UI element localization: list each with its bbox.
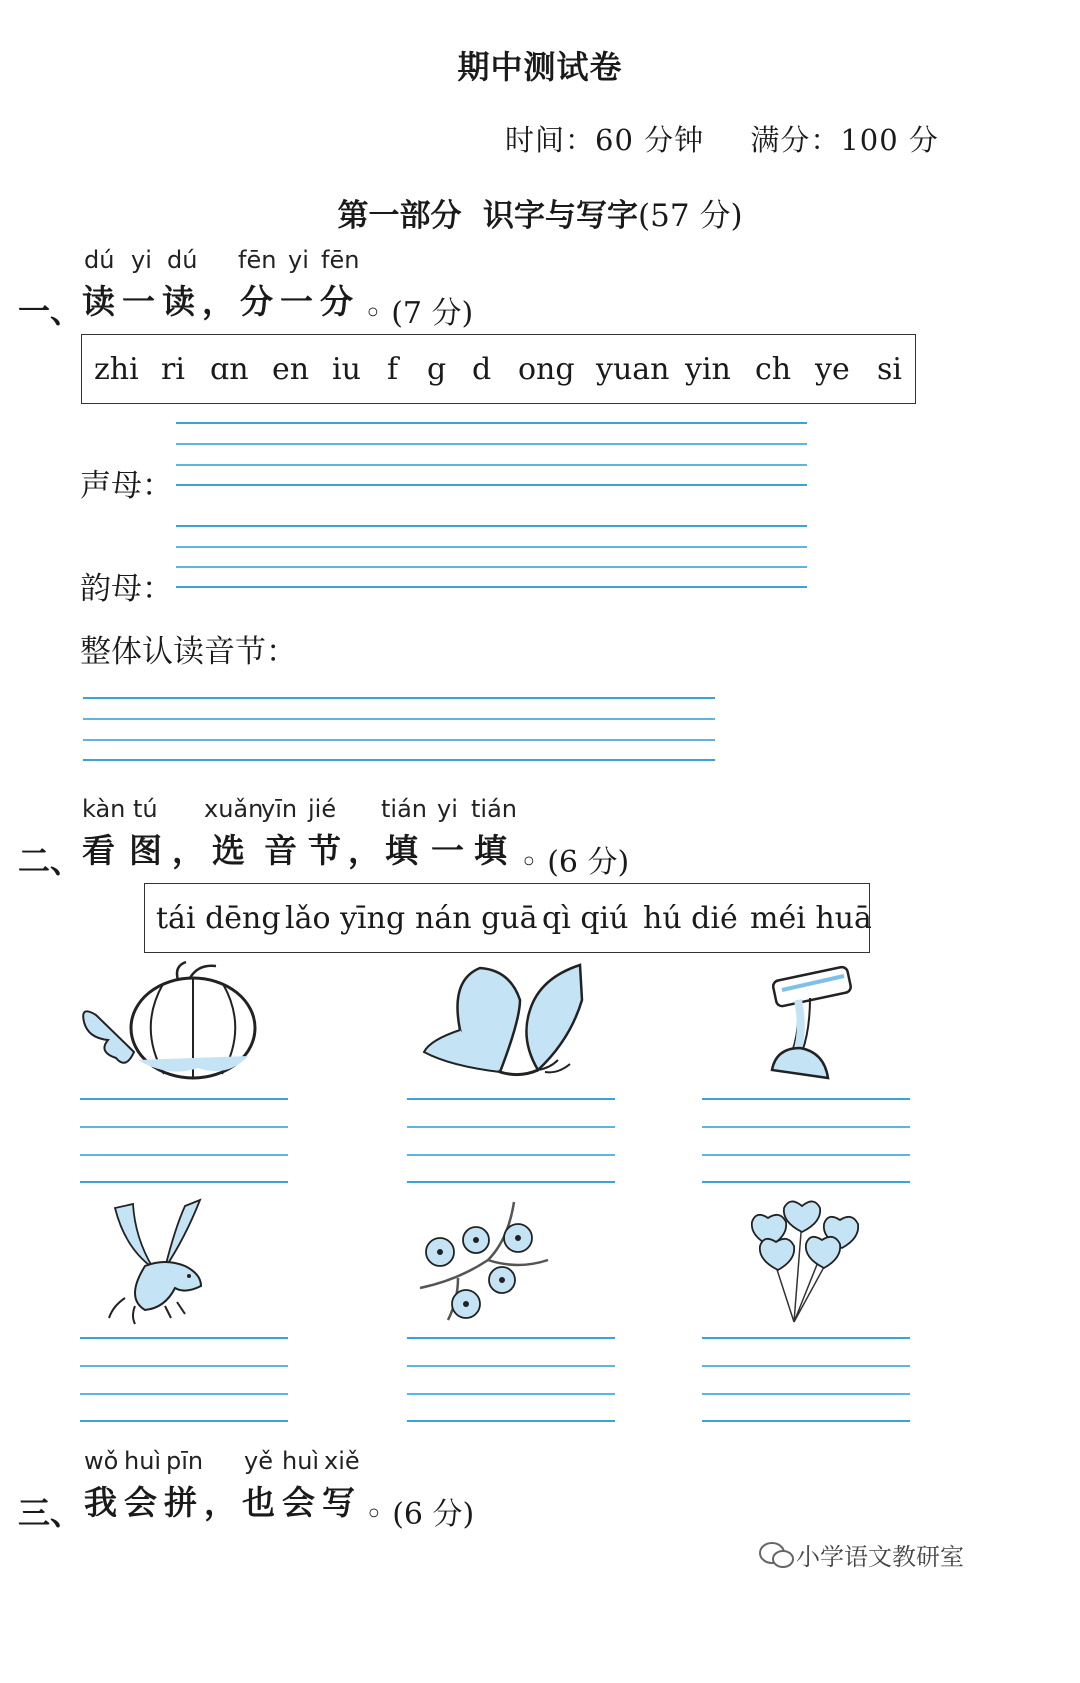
part-title: 识字与写字 bbox=[483, 198, 639, 234]
q1-pinyin-2: yi bbox=[131, 246, 152, 274]
q1-char-5: 分 bbox=[240, 282, 275, 321]
syllable: zhi bbox=[94, 351, 139, 387]
q2-pinyin-1: kàn bbox=[82, 795, 126, 823]
q3-points: ◦ (6 分) bbox=[365, 1497, 475, 1532]
watermark bbox=[758, 1537, 964, 1572]
finals-label: 韵母： bbox=[80, 571, 173, 607]
answer-line[interactable] bbox=[80, 1337, 288, 1339]
syllable-box bbox=[81, 334, 916, 404]
answer-line[interactable] bbox=[407, 1126, 615, 1128]
exam-score: 满分：100 分 bbox=[750, 123, 939, 157]
q2-char-3: ， bbox=[172, 831, 207, 870]
writing-line[interactable] bbox=[176, 566, 807, 568]
answer-line[interactable] bbox=[702, 1154, 910, 1156]
q2-pinyin-2: tú bbox=[133, 795, 158, 823]
answer-line[interactable] bbox=[702, 1126, 910, 1128]
syllable: g bbox=[427, 351, 447, 387]
syllable: ri bbox=[161, 351, 185, 387]
writing-line[interactable] bbox=[176, 443, 807, 445]
writing-line[interactable] bbox=[83, 718, 715, 720]
q3-char-1: 我 bbox=[84, 1483, 119, 1522]
syllable: ch bbox=[755, 351, 792, 387]
q2-char-10: 填 bbox=[474, 831, 509, 870]
part-heading bbox=[0, 190, 1080, 235]
answer-line[interactable] bbox=[80, 1420, 288, 1422]
desk-lamp-icon bbox=[770, 960, 860, 1085]
q3-pinyin-3: pīn bbox=[166, 1447, 204, 1475]
syllable: d bbox=[472, 351, 492, 387]
q2-char-2: 图 bbox=[129, 831, 164, 870]
q1-pinyin-1: dú bbox=[84, 246, 115, 274]
word-option: lǎo yīng bbox=[285, 900, 406, 936]
page-title: 期中测试卷 bbox=[457, 48, 623, 86]
q2-char-9: 一 bbox=[431, 831, 466, 870]
answer-line[interactable] bbox=[80, 1098, 288, 1100]
whole-syllable-label: 整体认读音节： bbox=[80, 634, 297, 670]
writing-line[interactable] bbox=[176, 525, 807, 527]
question-1-number: 一、 bbox=[18, 292, 83, 330]
answer-line[interactable] bbox=[80, 1126, 288, 1128]
q1-pinyin-6: fēn bbox=[321, 246, 360, 274]
writing-line[interactable] bbox=[83, 759, 715, 761]
plum-blossom-icon bbox=[418, 1200, 553, 1328]
butterfly-icon bbox=[420, 960, 590, 1085]
q1-char-2: 一 bbox=[122, 282, 157, 321]
q1-pinyin-4: fēn bbox=[238, 246, 277, 274]
word-option: hú dié bbox=[643, 900, 738, 936]
syllable: yuan bbox=[596, 351, 670, 387]
word-option: méi huā bbox=[750, 900, 872, 936]
q3-char-3: 拼 bbox=[164, 1483, 199, 1522]
word-options-box bbox=[144, 883, 870, 953]
word-option: qì qiú bbox=[542, 900, 629, 936]
word-option: tái dēng bbox=[156, 900, 281, 936]
answer-line[interactable] bbox=[702, 1337, 910, 1339]
question-3-number: 三、 bbox=[18, 1494, 83, 1532]
writing-line[interactable] bbox=[83, 697, 715, 699]
syllable: ong bbox=[518, 351, 575, 387]
question-2-number: 二、 bbox=[18, 842, 83, 880]
q3-pinyin-5: huì bbox=[282, 1447, 320, 1475]
answer-line[interactable] bbox=[407, 1098, 615, 1100]
writing-line[interactable] bbox=[176, 422, 807, 424]
q2-pinyin-4: yīn bbox=[261, 795, 298, 823]
part-label: 第一部分 bbox=[337, 198, 462, 234]
word-option: nán guā bbox=[415, 900, 538, 936]
q1-char-6: 一 bbox=[280, 282, 315, 321]
balloons-icon bbox=[750, 1198, 860, 1328]
q3-char-5: 也 bbox=[242, 1483, 277, 1522]
q2-pinyin-7: yi bbox=[437, 795, 458, 823]
q2-pinyin-8: tián bbox=[471, 795, 517, 823]
syllable: yin bbox=[685, 351, 731, 387]
syllable: f bbox=[387, 351, 399, 387]
q2-char-5: 音 bbox=[264, 831, 299, 870]
q3-pinyin-4: yě bbox=[244, 1447, 273, 1475]
answer-line[interactable] bbox=[702, 1181, 910, 1183]
writing-line[interactable] bbox=[176, 484, 807, 486]
eagle-icon bbox=[105, 1198, 210, 1328]
q3-pinyin-2: huì bbox=[124, 1447, 162, 1475]
syllable: si bbox=[877, 351, 902, 387]
q3-char-4: ， bbox=[204, 1483, 239, 1522]
exam-meta bbox=[505, 118, 975, 159]
part-points: (57 分) bbox=[638, 198, 743, 234]
q2-pinyin-6: tián bbox=[381, 795, 427, 823]
answer-line[interactable] bbox=[407, 1420, 615, 1422]
answer-line[interactable] bbox=[702, 1098, 910, 1100]
q2-char-8: 填 bbox=[385, 831, 420, 870]
wechat-icon bbox=[758, 1540, 796, 1570]
q1-char-1: 读 bbox=[82, 282, 117, 321]
answer-line[interactable] bbox=[407, 1393, 615, 1395]
answer-line[interactable] bbox=[702, 1420, 910, 1422]
q2-char-1: 看 bbox=[82, 831, 117, 870]
q3-pinyin-1: wǒ bbox=[84, 1447, 119, 1475]
answer-line[interactable] bbox=[702, 1365, 910, 1367]
q3-char-6: 会 bbox=[282, 1483, 317, 1522]
q1-char-7: 分 bbox=[320, 282, 355, 321]
writing-line[interactable] bbox=[176, 586, 807, 588]
q1-char-3: 读 bbox=[162, 282, 197, 321]
answer-line[interactable] bbox=[80, 1365, 288, 1367]
initials-label: 声母： bbox=[80, 468, 173, 504]
q3-char-2: 会 bbox=[124, 1483, 159, 1522]
q2-pinyin-5: jié bbox=[308, 795, 337, 823]
q2-char-6: 节 bbox=[308, 831, 343, 870]
answer-line[interactable] bbox=[80, 1154, 288, 1156]
q2-pinyin-3: xuǎn bbox=[204, 795, 264, 823]
writing-line[interactable] bbox=[176, 464, 807, 466]
q1-pinyin-5: yi bbox=[288, 246, 309, 274]
syllable: iu bbox=[332, 351, 361, 387]
q2-char-4: 选 bbox=[212, 831, 247, 870]
answer-line[interactable] bbox=[407, 1337, 615, 1339]
pumpkin-icon bbox=[78, 960, 258, 1085]
q1-points: ◦ (7 分) bbox=[364, 296, 474, 331]
answer-line[interactable] bbox=[407, 1154, 615, 1156]
q2-points: ◦ (6 分) bbox=[520, 845, 630, 880]
q3-pinyin-6: xiě bbox=[324, 1447, 360, 1475]
q2-char-7: ， bbox=[348, 831, 383, 870]
answer-line[interactable] bbox=[407, 1365, 615, 1367]
q1-char-4: ， bbox=[202, 282, 237, 321]
answer-line[interactable] bbox=[80, 1393, 288, 1395]
watermark-text: 小学语文教研室 bbox=[796, 1543, 964, 1571]
answer-line[interactable] bbox=[407, 1181, 615, 1183]
answer-line[interactable] bbox=[80, 1181, 288, 1183]
exam-time: 时间：60 分钟 bbox=[505, 123, 705, 157]
writing-line[interactable] bbox=[83, 739, 715, 741]
writing-line[interactable] bbox=[176, 546, 807, 548]
answer-line[interactable] bbox=[702, 1393, 910, 1395]
syllable: ye bbox=[815, 351, 850, 387]
syllable: en bbox=[272, 351, 310, 387]
syllable: ɑn bbox=[210, 351, 249, 387]
q3-char-7: 写 bbox=[322, 1483, 357, 1522]
q1-pinyin-3: dú bbox=[167, 246, 198, 274]
